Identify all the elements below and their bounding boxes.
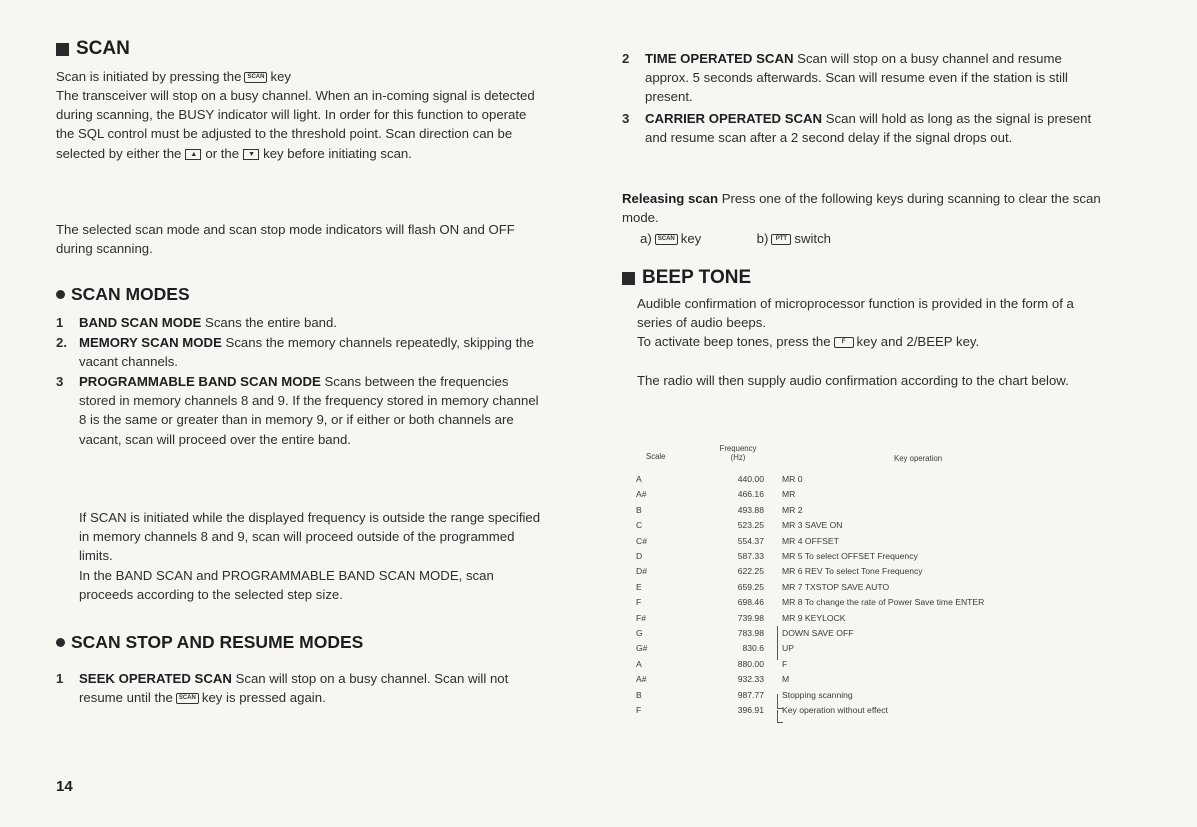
function-key-icon: F (834, 337, 854, 348)
key-operation-cell: MR 2 (782, 504, 803, 515)
scan-stop-heading: SCAN STOP AND RESUME MODES (56, 632, 363, 653)
scale-cell: C (636, 520, 643, 531)
mode-2: 2. MEMORY SCAN MODE Scans the memory channels repeatedly, skipping the vacant channels. (56, 335, 534, 370)
key-operation-cell: MR 7 TXSTOP SAVE AUTO (782, 581, 890, 592)
square-bullet-icon (622, 272, 635, 285)
frequency-cell: 783.98 (737, 628, 764, 638)
release-options: a) SCAN key b) PTT switch (640, 231, 831, 246)
stop-mode-2: 2 TIME OPERATED SCAN Scan will stop on a busy channel and resume approx. 5 seconds afterwards. Scan will resume even if the station is still present. (622, 51, 1068, 105)
key-operation-cell: M (782, 674, 790, 685)
frequency-cell: 440.00 (737, 474, 764, 484)
scale-cell: D# (636, 566, 647, 577)
frequency-cell: 659.25 (737, 581, 764, 592)
frequency-cell: 396.91 (737, 705, 764, 715)
scale-cell: F# (636, 612, 647, 623)
frequency-cell: 493.88 (737, 504, 764, 515)
beep-p2: To activate beep tones, press the F key and 2/BEEP key. (637, 334, 980, 349)
key-operation-cell: MR 0 (782, 474, 803, 484)
scale-cell: G# (636, 643, 648, 654)
mode-1: 1 BAND SCAN MODE Scans the entire band. (56, 315, 337, 330)
frequency-cell: 466.16 (737, 489, 764, 500)
scan-key-icon: SCAN (244, 72, 267, 83)
key-operation-cell: MR (782, 489, 796, 500)
scan-intro: Scan is initiated by pressing the SCAN key (56, 69, 292, 84)
key-operation-cell: MR 5 To select OFFSET Frequency (782, 551, 918, 561)
bracket-line (777, 626, 778, 660)
frequency-cell: 554.37 (737, 535, 764, 546)
mode-3: 3 PROGRAMMABLE BAND SCAN MODE Scans between the frequencies stored in memory channels 8 and 9. If the frequency stored in memory channel 8 is the same or greater than in memory 9, or if either or both channels are vacant, scan will proceed over the entire band. (56, 374, 539, 447)
beep-p3: The radio will then supply audio confirmation according to the chart below. (637, 373, 1069, 388)
scale-cell: B (636, 504, 642, 515)
header-scale: Scale (646, 452, 666, 461)
releasing-scan: Releasing scan Press one of the following keys during scanning to clear the scan mode. (622, 191, 1101, 226)
scale-cell: D (636, 551, 643, 561)
scale-cell: F (636, 597, 642, 608)
bracket-line (777, 694, 778, 708)
scan-modes-heading: SCAN MODES (56, 284, 190, 305)
beep-tone-heading: BEEP TONE (622, 267, 751, 289)
frequency-cell: 739.98 (737, 612, 764, 623)
scale-cell: A# (636, 489, 647, 500)
scale-cell: G (636, 628, 643, 638)
key-operation-cell: Stopping scanning (782, 689, 853, 700)
bullet-dot-icon (56, 638, 65, 647)
bracket-tick (777, 708, 783, 709)
frequency-cell: 698.46 (737, 597, 764, 608)
bracket-line (777, 710, 778, 722)
mode-3-note-outside: If SCAN is initiated while the displayed frequency is outside the range specified in memory channels 8 and 9, scan will proceed outside of the programmed limits. (79, 510, 541, 564)
key-operation-cell: F (782, 658, 788, 669)
mode-3-note-step: In the BAND SCAN and PROGRAMMABLE BAND SCAN MODE, scan proceeds according to the selected step size. (79, 568, 494, 603)
scale-cell: A# (636, 674, 647, 685)
bracket-tick (777, 722, 783, 723)
stop-mode-3: 3 CARRIER OPERATED SCAN Scan will hold as long as the signal is present and resume scan after a 2 second delay if the signal drops out. (622, 111, 1092, 146)
ptt-key-icon: PTT (771, 234, 791, 245)
scale-cell: A (636, 474, 642, 484)
frequency-cell: 587.33 (737, 551, 764, 561)
scan-title: SCAN (76, 38, 130, 59)
scan-key-icon: SCAN (655, 234, 678, 245)
scan-heading (56, 38, 130, 60)
scale-cell: C# (636, 535, 647, 546)
down-arrow-key-icon: ▼ (243, 149, 259, 160)
frequency-cell: 523.25 (737, 520, 764, 531)
bullet-dot-icon (56, 290, 65, 299)
key-operation-cell: MR 9 KEYLOCK (782, 612, 846, 623)
header-key-operation: Key operation (894, 454, 943, 463)
square-bullet-icon (56, 43, 69, 56)
key-operation-cell: MR 4 OFFSET (782, 535, 839, 546)
header-frequency: Frequency (Hz) (719, 444, 757, 462)
scale-cell: F (636, 705, 642, 715)
frequency-cell: 622.25 (737, 566, 764, 577)
page-number: 14 (56, 778, 73, 795)
up-arrow-key-icon: ▲ (185, 149, 201, 160)
key-operation-cell: Key operation without effect (782, 705, 888, 715)
frequency-cell: 987.77 (737, 689, 764, 700)
beep-p1: Audible confirmation of microprocessor function is provided in the form of a series of audio beeps. (637, 296, 1074, 331)
scale-cell: E (636, 581, 642, 592)
key-operation-cell: UP (782, 643, 794, 654)
scale-cell: B (636, 689, 642, 700)
scan-key-icon: SCAN (176, 693, 199, 704)
scan-indicator-note: The selected scan mode and scan stop mode indicators will flash ON and OFF during scanning. (56, 222, 515, 257)
stop-mode-1: 1 SEEK OPERATED SCAN Scan will stop on a busy channel. Scan will not resume until the SCAN key is pressed again. (56, 671, 509, 706)
key-operation-cell: DOWN SAVE OFF (782, 628, 854, 638)
scale-cell: A (636, 658, 642, 669)
key-operation-cell: MR 3 SAVE ON (782, 520, 843, 531)
frequency-cell: 830.6 (742, 643, 764, 654)
key-operation-cell: MR 6 REV To select Tone Frequency (782, 566, 923, 577)
scan-description: The transceiver will stop on a busy channel. When an in-coming signal is detected during scanning, the BUSY indicator will light. In order for this function to operate the SQL control must be adjusted to the threshold point. Scan direction can be selected by either the ▲ or the ▼ key before initiating scan. (56, 88, 535, 161)
frequency-cell: 932.33 (737, 674, 764, 685)
key-operation-cell: MR 8 To change the rate of Power Save time ENTER (782, 597, 985, 608)
frequency-cell: 880.00 (737, 658, 764, 669)
